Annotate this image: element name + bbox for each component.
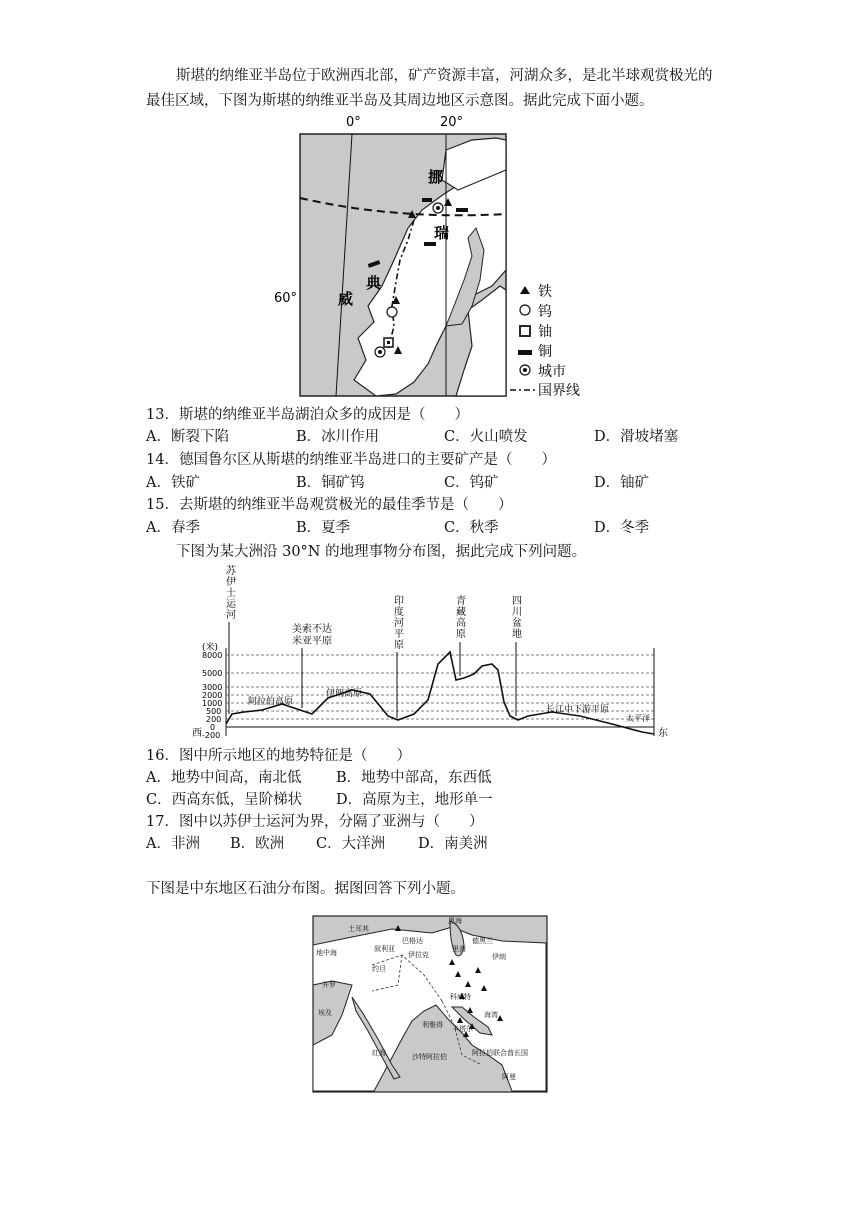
elevation-profile (192, 564, 682, 744)
svg-text:200: 200 (206, 715, 222, 724)
legend-copper-icon (518, 350, 532, 355)
q14-stem: 14．德国鲁尔区从斯堪的纳维亚半岛进口的主要矿产是（ ） (146, 452, 556, 468)
legend-city: 城市 (538, 364, 566, 380)
label-mesopotamia: 美索不达米亚平原 (292, 624, 332, 647)
q14-option-d[interactable]: D．铀矿 (594, 475, 650, 491)
label-iran: 伊朗高原 (326, 689, 363, 699)
q15-option-a[interactable]: A．春季 (146, 520, 200, 536)
map1-legend (510, 283, 580, 399)
label-riyadh: 利雅得 (422, 1021, 443, 1029)
svg-text:500: 500 (206, 707, 222, 716)
scandinavia-map (274, 110, 606, 400)
label-cairo: 开罗 (322, 981, 336, 989)
q17-option-d[interactable]: D．南美洲 (418, 836, 488, 852)
lat-60-label: 60° (274, 291, 298, 306)
legend-tungsten-icon (520, 305, 530, 315)
q14-option-a[interactable]: A．铁矿 (146, 475, 200, 491)
q16-option-d[interactable]: D．高原为主，地形单一 (336, 792, 493, 808)
label-iran: 伊朗 (492, 953, 506, 961)
label-black-sea: 黑海 (448, 917, 462, 925)
label-indus: 印度河平原 (394, 596, 404, 651)
svg-text:0: 0 (210, 723, 216, 732)
lon-20-label: 20° (440, 115, 464, 130)
label-syria: 叙利亚 (374, 945, 395, 953)
label-oman: 阿曼 (502, 1073, 516, 1081)
legend-tungsten: 钨 (538, 304, 552, 320)
label-uae: 阿拉伯联合酋长国 (472, 1049, 528, 1057)
label-red-sea: 红海 (372, 1049, 386, 1057)
label-jordan: 约旦 (372, 965, 386, 973)
middle-east-oil-map (312, 915, 548, 1093)
q13-stem: 13．斯堪的纳维亚半岛湖泊众多的成因是（ ） (146, 407, 469, 423)
svg-text:2000: 2000 (202, 691, 223, 700)
label-yangtze: 长江中下游平原 (546, 705, 610, 715)
label-wei: 威 (338, 290, 354, 308)
q15-option-d[interactable]: D．冬季 (594, 520, 650, 536)
svg-text:3000: 3000 (202, 683, 223, 692)
label-suez: 苏伊士运河 (226, 566, 236, 621)
label-west: 西 (192, 728, 202, 739)
q14-option-c[interactable]: C．钨矿 (444, 475, 499, 491)
svg-text:1000: 1000 (202, 699, 223, 708)
label-baghdad: 巴格达 (402, 937, 423, 945)
q13-option-a[interactable]: A．断裂下陷 (146, 429, 229, 445)
legend-copper: 铜 (538, 344, 552, 360)
q13-option-b[interactable]: B．冰川作用 (296, 429, 380, 445)
label-kuwait: 科威特 (450, 993, 471, 1001)
label-tehran: 德黑兰 (472, 937, 493, 945)
label-egypt: 埃及 (318, 1009, 332, 1017)
q13-option-d[interactable]: D．滑坡堵塞 (594, 429, 679, 445)
y-unit: (米) (202, 643, 219, 653)
y-ticks (202, 651, 222, 740)
q13-option-c[interactable]: C．火山喷发 (444, 429, 528, 445)
legend-uranium-icon (520, 326, 530, 336)
label-mediterranean: 地中海 (316, 949, 337, 957)
q16-stem: 16．图中所示地区的地势特征是（ ） (146, 748, 411, 764)
label-arabian: 阿拉伯高原 (248, 697, 294, 707)
label-sichuan: 四川盆地 (512, 596, 522, 640)
legend-border: 国界线 (538, 383, 580, 399)
label-pacific: 太平洋 (626, 714, 650, 723)
label-gulf: 海湾 (484, 1011, 498, 1019)
q14-option-b[interactable]: B．铜矿钨 (296, 475, 365, 491)
label-caspian: 里海 (452, 945, 466, 953)
label-qatar: 卡塔尔 (452, 1025, 473, 1033)
lon-0-label: 0° (346, 115, 361, 130)
label-iraq: 伊拉克 (408, 951, 429, 959)
label-turkey: 土耳其 (348, 925, 369, 933)
label-east: 东 (658, 728, 668, 739)
q15-option-b[interactable]: B．夏季 (296, 520, 351, 536)
q17-option-b[interactable]: B．欧洲 (230, 836, 285, 852)
label-rui: 瑞 (434, 224, 450, 242)
svg-text:5000: 5000 (202, 669, 223, 678)
legend-uranium: 铀 (538, 324, 552, 340)
profile-line (226, 652, 654, 734)
svg-text:8000: 8000 (202, 651, 223, 660)
q17-option-a[interactable]: A．非洲 (146, 836, 200, 852)
label-dian: 典 (366, 274, 382, 292)
legend-iron-icon (520, 286, 530, 294)
label-tibet: 青藏高原 (456, 596, 466, 640)
intro-paragraph-1: 斯堪的纳维亚半岛位于欧洲西北部，矿产资源丰富，河湖众多，是北半球观赏极光的最佳区域，下图为斯堪的纳维亚半岛及其周边地区示意图。据此完成下面小题。 (146, 68, 713, 109)
intro-paragraph-3: 下图是中东地区石油分布图。据图回答下列小题。 (146, 881, 465, 897)
intro-paragraph-2: 下图为某大洲沿 30°N 的地理事物分布图，据此完成下列问题。 (176, 544, 587, 560)
label-nuo: 挪 (428, 168, 444, 186)
label-saudi: 沙特阿拉伯 (412, 1053, 447, 1061)
q15-option-c[interactable]: C．秋季 (444, 520, 499, 536)
q17-option-c[interactable]: C．大洋洲 (316, 836, 386, 852)
q15-stem: 15．去斯堪的纳维亚半岛观赏极光的最佳季节是（ ） (146, 497, 513, 513)
svg-text:-200: -200 (202, 731, 221, 740)
legend-iron: 铁 (538, 284, 552, 300)
q16-option-c[interactable]: C．西高东低，呈阶梯状 (146, 792, 303, 808)
q17-stem: 17．图中以苏伊士运河为界，分隔了亚洲与（ ） (146, 814, 484, 830)
q16-option-a[interactable]: A．地势中间高，南北低 (146, 770, 302, 786)
q16-option-b[interactable]: B．地势中部高，东西低 (336, 770, 492, 786)
